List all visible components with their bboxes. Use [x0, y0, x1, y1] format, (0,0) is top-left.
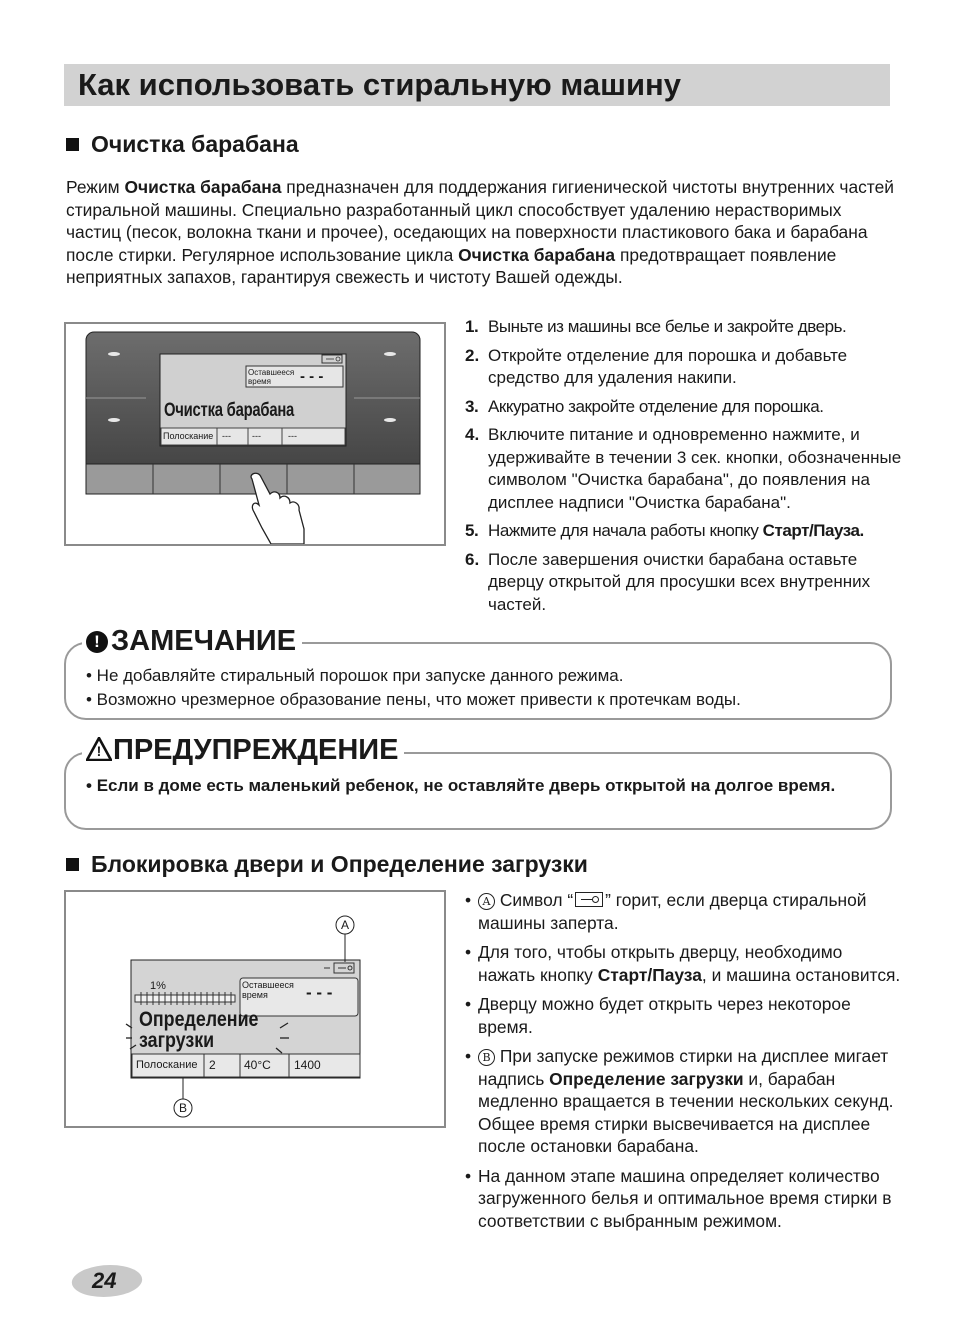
display-mode-text: Очистка барабана	[164, 400, 295, 421]
page-number: 24	[92, 1268, 117, 1293]
display-slot-value: ---	[222, 431, 231, 441]
step-item	[465, 520, 905, 543]
rinse-label: Полоскание	[163, 431, 214, 441]
load-detect-text-line-2: загрузки	[139, 1029, 215, 1052]
remaining-time-value: - - -	[306, 983, 333, 1002]
note-item: • Не добавляйте стиральный порошок при запуске данного режима.	[86, 666, 624, 685]
warning-text: Если в доме есть маленький ребенок, не оставляйте дверь открытой на долгое время.	[96, 776, 836, 795]
control-panel-figure	[64, 322, 446, 546]
text-run: Включите питание и одновременно нажмите, и удерживайте в течении 3 сек. кнопки, обозначенные символом "Очистка барабана", до появления на дисплее надписи "Очистка барабана".	[488, 425, 902, 512]
steps-list	[465, 316, 905, 622]
info-item	[463, 889, 903, 934]
emphasis-text: Определение загрузки	[549, 1068, 744, 1089]
text-run: На данном этапе машина определяет количество загруженного белья и оптимальное время стирки в соответствии с выбранным режимом.	[478, 1165, 892, 1231]
indicator-light-icon	[108, 418, 120, 422]
display-slot-value: ---	[252, 431, 261, 441]
text-run: Откройте отделение для порошка и добавьте средство для удаления накипи.	[488, 345, 848, 387]
text-run: Для того, чтобы открыть дверцу, необходимо нажать кнопку	[478, 942, 843, 985]
text-run: , и машина остановится.	[701, 964, 901, 985]
warning-mark: !	[96, 743, 102, 759]
rinse-label: Полоскание	[136, 1059, 198, 1071]
section-heading-drum-clean	[66, 130, 299, 158]
text-run: Символ “	[495, 890, 574, 910]
step-item	[465, 345, 905, 390]
step-item	[465, 424, 905, 514]
indicator-light-icon	[384, 352, 396, 356]
callout-reference-icon: A	[478, 893, 495, 910]
warning-title: ПРЕДУПРЕЖДЕНИЕ	[113, 734, 399, 766]
text-run: Дверцу можно будет открыть через некоторое время.	[478, 994, 851, 1037]
title-bar	[64, 64, 890, 106]
bullet-dot: •	[465, 1046, 472, 1066]
text-run: ” горит, если дверца стиральной машины заперта.	[478, 890, 867, 933]
note-item: • Возможно чрезмерное образование пены, что может привести к протечкам воды.	[86, 690, 741, 709]
display-slot-value: ---	[288, 431, 297, 441]
remaining-time-value: - - -	[300, 368, 324, 385]
temperature-value: 40°C	[244, 1058, 271, 1072]
info-item	[463, 1165, 903, 1233]
bullet-dot: •	[86, 776, 92, 795]
text-run: Режим	[66, 177, 125, 197]
bullet-dot: •	[465, 1165, 472, 1186]
emphasis-text: Очистка барабана	[458, 244, 616, 265]
square-bullet-icon	[66, 858, 79, 871]
bullet-dot: •	[465, 994, 472, 1014]
text-run: Выньте из машины все белье и закройте дверь.	[488, 317, 847, 336]
bullet-dot: •	[465, 942, 472, 962]
rinse-value: 2	[209, 1058, 216, 1072]
remaining-time-label: Оставшееся время	[242, 980, 294, 1000]
bullet-dot: •	[465, 890, 472, 910]
text-run: предназначен для поддержания гигиенической чистоты внутренних частей стиральной машины. Специально разработанный цикл способствует удалению нерастворимых частиц (песок, волокна ткани и прочее), оседающих на поверхности пластикового бака и барабана после стирки. Регулярное использование цикла	[66, 177, 894, 265]
remaining-time-label: Оставшееся время	[248, 368, 295, 386]
emphasis-text: Старт/Пауза.	[762, 521, 864, 540]
emphasis-text: Старт/Пауза	[597, 964, 702, 985]
callout-reference-icon: B	[478, 1049, 495, 1066]
warning-triangle-icon	[86, 737, 112, 761]
load-detect-text-line-1: Определение	[139, 1008, 259, 1031]
progress-percent: 1%	[150, 980, 166, 992]
step-item	[465, 396, 905, 419]
text-run: предотвращает появление неприятных запахов, гарантируя свежесть и чистоту Вашей одежды.	[66, 244, 837, 287]
step-number: 6.	[465, 549, 480, 569]
door-lock-info-list	[463, 889, 903, 1239]
exclamation-circle-icon: !	[86, 631, 108, 653]
step-item	[465, 316, 905, 339]
info-item	[463, 1045, 903, 1158]
info-item	[463, 941, 903, 986]
callout-a-label: A	[340, 918, 349, 932]
spin-value: 1400	[294, 1058, 321, 1072]
load-detect-figure	[64, 890, 446, 1128]
indicator-light-icon	[384, 418, 396, 422]
indicator-light-icon	[108, 352, 120, 356]
warning-heading	[82, 735, 404, 765]
callout-b-label: B	[178, 1101, 187, 1115]
step-number: 4.	[465, 425, 480, 444]
step-number: 2.	[465, 345, 480, 365]
door-lock-icon	[575, 892, 603, 907]
step-number: 1.	[465, 317, 479, 336]
step-number: 5.	[465, 521, 479, 540]
text-run: Аккуратно закройте отделение для порошка.	[488, 396, 824, 416]
emphasis-text: Очистка барабана	[124, 177, 282, 197]
text-run: После завершения очистки барабана оставьте дверцу открытой для просушки всех внутренних частей.	[488, 549, 871, 614]
section-title: Блокировка двери и Определение загрузки	[91, 851, 588, 877]
step-item	[465, 549, 905, 617]
text-run: и, барабан медленно вращается в течении нескольких секунд. Общее время стирки высвечивается на дисплее после остановки барабана.	[478, 1068, 894, 1156]
square-bullet-icon	[66, 138, 79, 151]
section-title: Очистка барабана	[91, 131, 299, 157]
warning-item	[86, 774, 846, 797]
info-item	[463, 993, 903, 1038]
page-title: Как использовать стиральную машину	[78, 67, 682, 102]
note-heading	[82, 626, 302, 656]
intro-paragraph	[66, 176, 896, 289]
text-run: При запуске режимов стирки на дисплее мигает надпись	[478, 1046, 889, 1089]
step-number: 3.	[465, 396, 479, 416]
text-run: Нажмите для начала работы кнопку	[488, 521, 763, 540]
note-title: ЗАМЕЧАНИЕ	[111, 625, 297, 657]
section-heading-door-lock	[66, 850, 588, 878]
